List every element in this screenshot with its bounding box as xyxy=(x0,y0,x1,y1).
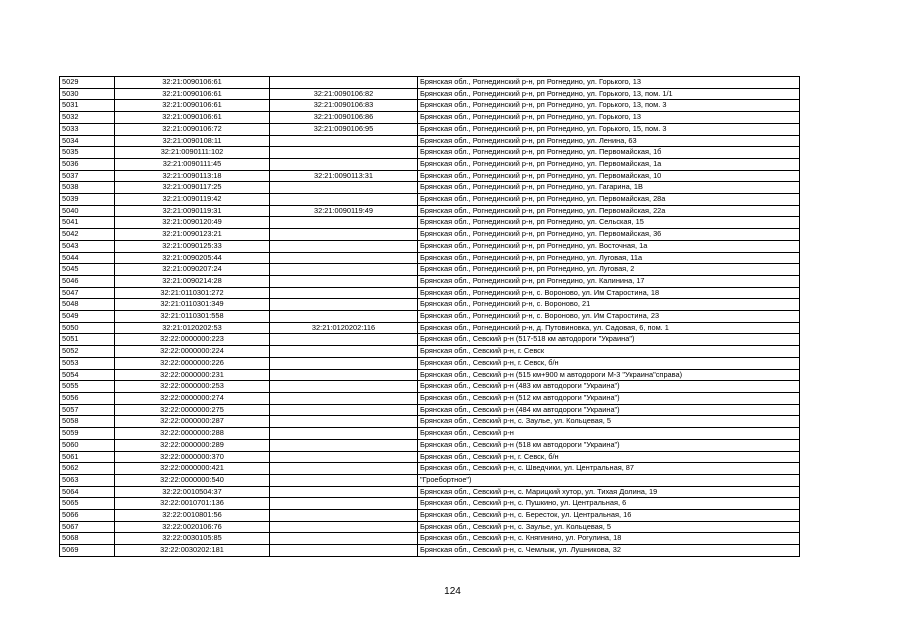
cadastral-number-cell: 32:21:0090111:45 xyxy=(115,158,270,170)
cadastral-number-cell: 32:21:0090120:49 xyxy=(115,217,270,229)
row-number-cell: 5045 xyxy=(60,264,115,276)
related-cadastral-number-cell xyxy=(270,311,418,323)
table-row xyxy=(60,287,800,299)
address-cell: Брянская обл., Севский р-н, с. Пушкино, ул. Центральная, 6 xyxy=(418,498,800,510)
cadastral-number-cell: 32:22:0000000:275 xyxy=(115,404,270,416)
related-cadastral-number-cell xyxy=(270,275,418,287)
address-cell: Брянская обл., Рогнединский р-н, с. Вороново, ул. Им Старостина, 18 xyxy=(418,287,800,299)
address-cell: Брянская обл., Рогнединский р-н, рп Рогнедино, ул. Горького, 13 xyxy=(418,112,800,124)
related-cadastral-number-cell xyxy=(270,428,418,440)
table-row xyxy=(60,381,800,393)
address-cell: Брянская обл., Рогнединский р-н, рп Рогнедино, ул. Первомайская, 28а xyxy=(418,194,800,206)
related-cadastral-number-cell: 32:21:0120202:116 xyxy=(270,322,418,334)
cadastral-number-cell: 32:21:0090108:11 xyxy=(115,135,270,147)
row-number-cell: 5042 xyxy=(60,229,115,241)
cadastral-number-cell: 32:21:0090119:42 xyxy=(115,194,270,206)
row-number-cell: 5065 xyxy=(60,498,115,510)
cadastral-number-cell: 32:21:0090119:31 xyxy=(115,205,270,217)
cadastral-number-cell: 32:21:0090106:61 xyxy=(115,77,270,89)
address-cell: Брянская обл., Рогнединский р-н, с. Вороново, ул. Им Старостина, 23 xyxy=(418,311,800,323)
address-cell: Брянская обл., Севский р-н xyxy=(418,428,800,440)
cadastral-number-cell: 32:21:0090106:61 xyxy=(115,100,270,112)
address-cell: Брянская обл., Рогнединский р-н, рп Рогнедино, ул. Луговая, 2 xyxy=(418,264,800,276)
related-cadastral-number-cell xyxy=(270,264,418,276)
cadastral-number-cell: 32:22:0030202:181 xyxy=(115,545,270,557)
cadastral-number-cell: 32:22:0010701:136 xyxy=(115,498,270,510)
related-cadastral-number-cell xyxy=(270,463,418,475)
related-cadastral-number-cell: 32:21:0090106:95 xyxy=(270,123,418,135)
cadastral-number-cell: 32:22:0000000:224 xyxy=(115,346,270,358)
table-row xyxy=(60,275,800,287)
related-cadastral-number-cell: 32:21:0090119:49 xyxy=(270,205,418,217)
row-number-cell: 5052 xyxy=(60,346,115,358)
address-cell: Брянская обл., Севский р-н, с. Шведчики, ул. Центральная, 87 xyxy=(418,463,800,475)
related-cadastral-number-cell xyxy=(270,135,418,147)
address-cell: Брянская обл., Севский р-н (518 км автодороги "Украина") xyxy=(418,439,800,451)
table-row xyxy=(60,147,800,159)
related-cadastral-number-cell xyxy=(270,521,418,533)
cadastral-number-cell: 32:21:0110301:272 xyxy=(115,287,270,299)
related-cadastral-number-cell xyxy=(270,510,418,522)
row-number-cell: 5053 xyxy=(60,357,115,369)
cadastral-number-cell: 32:21:0090106:72 xyxy=(115,123,270,135)
cadastral-number-cell: 32:22:0030105:85 xyxy=(115,533,270,545)
related-cadastral-number-cell xyxy=(270,451,418,463)
row-number-cell: 5050 xyxy=(60,322,115,334)
related-cadastral-number-cell xyxy=(270,381,418,393)
cadastral-number-cell: 32:21:0110301:349 xyxy=(115,299,270,311)
address-cell: "Гроебортное") xyxy=(418,474,800,486)
page-number: 124 xyxy=(444,586,461,597)
cadastral-number-cell: 32:22:0000000:540 xyxy=(115,474,270,486)
row-number-cell: 5060 xyxy=(60,439,115,451)
cadastral-number-cell: 32:22:0000000:223 xyxy=(115,334,270,346)
cadastral-number-cell: 32:22:0000000:421 xyxy=(115,463,270,475)
row-number-cell: 5057 xyxy=(60,404,115,416)
related-cadastral-number-cell xyxy=(270,334,418,346)
row-number-cell: 5056 xyxy=(60,392,115,404)
address-cell: Брянская обл., Севский р-н (483 км автодороги "Украина") xyxy=(418,381,800,393)
row-number-cell: 5041 xyxy=(60,217,115,229)
related-cadastral-number-cell: 32:21:0090106:83 xyxy=(270,100,418,112)
table-row xyxy=(60,240,800,252)
related-cadastral-number-cell: 32:21:0090113:31 xyxy=(270,170,418,182)
table-row xyxy=(60,498,800,510)
table-row xyxy=(60,322,800,334)
row-number-cell: 5047 xyxy=(60,287,115,299)
address-cell: Брянская обл., Рогнединский р-н, рп Рогнедино, ул. Луговая, 11а xyxy=(418,252,800,264)
cadastral-number-cell: 32:22:0010504:37 xyxy=(115,486,270,498)
row-number-cell: 5059 xyxy=(60,428,115,440)
row-number-cell: 5032 xyxy=(60,112,115,124)
address-cell: Брянская обл., Рогнединский р-н, рп Рогнедино, ул. Восточная, 1а xyxy=(418,240,800,252)
related-cadastral-number-cell xyxy=(270,533,418,545)
row-number-cell: 5066 xyxy=(60,510,115,522)
address-cell: Брянская обл., Севский р-н, с. Марицкий хутор, ул. Тихая Долина, 19 xyxy=(418,486,800,498)
address-cell: Брянская обл., Севский р-н, г. Севск, б/н xyxy=(418,451,800,463)
table-row xyxy=(60,135,800,147)
address-cell: Брянская обл., Рогнединский р-н, рп Рогнедино, ул. Ленина, 63 xyxy=(418,135,800,147)
table-row xyxy=(60,369,800,381)
row-number-cell: 5037 xyxy=(60,170,115,182)
table-row xyxy=(60,486,800,498)
related-cadastral-number-cell xyxy=(270,486,418,498)
cadastral-number-cell: 32:21:0090207:24 xyxy=(115,264,270,276)
row-number-cell: 5043 xyxy=(60,240,115,252)
table-row xyxy=(60,205,800,217)
related-cadastral-number-cell xyxy=(270,299,418,311)
related-cadastral-number-cell xyxy=(270,346,418,358)
cadastral-number-cell: 32:22:0000000:287 xyxy=(115,416,270,428)
cadastral-number-cell: 32:21:0090113:18 xyxy=(115,170,270,182)
address-cell: Брянская обл., Рогнединский р-н, рп Рогнедино, ул. Первомайская, 1а xyxy=(418,158,800,170)
row-number-cell: 5046 xyxy=(60,275,115,287)
address-cell: Брянская обл., Севский р-н, с. Заулье, ул. Кольцевая, 5 xyxy=(418,416,800,428)
cadastral-number-cell: 32:21:0090125:33 xyxy=(115,240,270,252)
row-number-cell: 5058 xyxy=(60,416,115,428)
table-row xyxy=(60,521,800,533)
table-row xyxy=(60,229,800,241)
row-number-cell: 5044 xyxy=(60,252,115,264)
table-row xyxy=(60,357,800,369)
property-table-body xyxy=(60,77,800,557)
table-row xyxy=(60,428,800,440)
table-row xyxy=(60,123,800,135)
row-number-cell: 5051 xyxy=(60,334,115,346)
related-cadastral-number-cell xyxy=(270,545,418,557)
address-cell: Брянская обл., Рогнединский р-н, с. Вороново, 21 xyxy=(418,299,800,311)
row-number-cell: 5040 xyxy=(60,205,115,217)
table-row xyxy=(60,439,800,451)
table-row xyxy=(60,346,800,358)
table-row xyxy=(60,170,800,182)
row-number-cell: 5031 xyxy=(60,100,115,112)
row-number-cell: 5054 xyxy=(60,369,115,381)
related-cadastral-number-cell xyxy=(270,416,418,428)
table-row xyxy=(60,158,800,170)
related-cadastral-number-cell: 32:21:0090106:86 xyxy=(270,112,418,124)
address-cell: Брянская обл., Рогнединский р-н, рп Рогнедино, ул. Первомайская, 10 xyxy=(418,170,800,182)
cadastral-number-cell: 32:21:0090111:102 xyxy=(115,147,270,159)
table-row xyxy=(60,264,800,276)
address-cell: Брянская обл., Рогнединский р-н, рп Рогнедино, ул. Горького, 13 xyxy=(418,77,800,89)
table-row xyxy=(60,545,800,557)
row-number-cell: 5034 xyxy=(60,135,115,147)
table-row xyxy=(60,252,800,264)
address-cell: Брянская обл., Рогнединский р-н, рп Рогнедино, ул. Первомайская, 36 xyxy=(418,229,800,241)
cadastral-number-cell: 32:21:0110301:558 xyxy=(115,311,270,323)
row-number-cell: 5035 xyxy=(60,147,115,159)
address-cell: Брянская обл., Севский р-н (484 км автодороги "Украина") xyxy=(418,404,800,416)
row-number-cell: 5061 xyxy=(60,451,115,463)
address-cell: Брянская обл., Рогнединский р-н, рп Рогнедино, ул. Гагарина, 1В xyxy=(418,182,800,194)
table-row xyxy=(60,416,800,428)
table-row xyxy=(60,311,800,323)
table-row xyxy=(60,451,800,463)
row-number-cell: 5029 xyxy=(60,77,115,89)
row-number-cell: 5048 xyxy=(60,299,115,311)
address-cell: Брянская обл., Рогнединский р-н, рп Рогнедино, ул. Горького, 13, пом. 1/1 xyxy=(418,88,800,100)
table-row xyxy=(60,194,800,206)
cadastral-number-cell: 32:21:0120202:53 xyxy=(115,322,270,334)
address-cell: Брянская обл., Севский р-н, г. Севск, б/н xyxy=(418,357,800,369)
row-number-cell: 5055 xyxy=(60,381,115,393)
table-row xyxy=(60,510,800,522)
row-number-cell: 5064 xyxy=(60,486,115,498)
related-cadastral-number-cell xyxy=(270,229,418,241)
address-cell: Брянская обл., Рогнединский р-н, рп Рогнедино, ул. Горького, 13, пом. 3 xyxy=(418,100,800,112)
related-cadastral-number-cell xyxy=(270,240,418,252)
address-cell: Брянская обл., Севский р-н (515 км+900 м автодороги М-3 "Украина"справа) xyxy=(418,369,800,381)
cadastral-number-cell: 32:22:0020106:76 xyxy=(115,521,270,533)
cadastral-number-cell: 32:21:0090117:25 xyxy=(115,182,270,194)
related-cadastral-number-cell xyxy=(270,287,418,299)
cadastral-number-cell: 32:21:0090106:61 xyxy=(115,112,270,124)
table-row xyxy=(60,533,800,545)
cadastral-number-cell: 32:21:0090123:21 xyxy=(115,229,270,241)
row-number-cell: 5036 xyxy=(60,158,115,170)
table-row xyxy=(60,392,800,404)
address-cell: Брянская обл., Рогнединский р-н, рп Рогнедино, ул. Сельская, 15 xyxy=(418,217,800,229)
related-cadastral-number-cell xyxy=(270,439,418,451)
related-cadastral-number-cell: 32:21:0090106:82 xyxy=(270,88,418,100)
related-cadastral-number-cell xyxy=(270,217,418,229)
table-row xyxy=(60,182,800,194)
cadastral-number-cell: 32:22:0000000:231 xyxy=(115,369,270,381)
row-number-cell: 5039 xyxy=(60,194,115,206)
row-number-cell: 5038 xyxy=(60,182,115,194)
address-cell: Брянская обл., Рогнединский р-н, рп Рогнедино, ул. Горького, 15, пом. 3 xyxy=(418,123,800,135)
row-number-cell: 5068 xyxy=(60,533,115,545)
row-number-cell: 5067 xyxy=(60,521,115,533)
row-number-cell: 5049 xyxy=(60,311,115,323)
table-row xyxy=(60,88,800,100)
table-row xyxy=(60,77,800,89)
related-cadastral-number-cell xyxy=(270,158,418,170)
address-cell: Брянская обл., Севский р-н, с. Княгинино, ул. Рогулина, 18 xyxy=(418,533,800,545)
address-cell: Брянская обл., Рогнединский р-н, рп Рогнедино, ул. Калинина, 17 xyxy=(418,275,800,287)
related-cadastral-number-cell xyxy=(270,252,418,264)
related-cadastral-number-cell xyxy=(270,369,418,381)
cadastral-number-cell: 32:22:0000000:370 xyxy=(115,451,270,463)
related-cadastral-number-cell xyxy=(270,404,418,416)
address-cell: Брянская обл., Севский р-н (512 км автодороги "Украина") xyxy=(418,392,800,404)
table-row xyxy=(60,112,800,124)
address-cell: Брянская обл., Севский р-н, с. Бересток, ул. Центральная, 16 xyxy=(418,510,800,522)
related-cadastral-number-cell xyxy=(270,357,418,369)
cadastral-number-cell: 32:21:0090205:44 xyxy=(115,252,270,264)
cadastral-number-cell: 32:22:0000000:226 xyxy=(115,357,270,369)
cadastral-number-cell: 32:21:0090106:61 xyxy=(115,88,270,100)
table-row xyxy=(60,217,800,229)
table-row xyxy=(60,299,800,311)
address-cell: Брянская обл., Рогнединский р-н, рп Рогнедино, ул. Первомайская, 22а xyxy=(418,205,800,217)
table-row xyxy=(60,334,800,346)
row-number-cell: 5033 xyxy=(60,123,115,135)
address-cell: Брянская обл., Севский р-н, с. Чемлыж, ул. Лушникова, 32 xyxy=(418,545,800,557)
table-row xyxy=(60,404,800,416)
address-cell: Брянская обл., Севский р-н, с. Заулье, ул. Кольцевая, 5 xyxy=(418,521,800,533)
row-number-cell: 5030 xyxy=(60,88,115,100)
related-cadastral-number-cell xyxy=(270,77,418,89)
cadastral-number-cell: 32:22:0000000:253 xyxy=(115,381,270,393)
cadastral-number-cell: 32:22:0000000:288 xyxy=(115,428,270,440)
address-cell: Брянская обл., Севский р-н, г. Севск xyxy=(418,346,800,358)
row-number-cell: 5062 xyxy=(60,463,115,475)
address-cell: Брянская обл., Севский р-н (517-518 км автодороги "Украина") xyxy=(418,334,800,346)
cadastral-number-cell: 32:21:0090214:28 xyxy=(115,275,270,287)
related-cadastral-number-cell xyxy=(270,474,418,486)
table-row xyxy=(60,463,800,475)
related-cadastral-number-cell xyxy=(270,392,418,404)
cadastral-number-cell: 32:22:0010801:56 xyxy=(115,510,270,522)
table-row xyxy=(60,474,800,486)
related-cadastral-number-cell xyxy=(270,147,418,159)
related-cadastral-number-cell xyxy=(270,498,418,510)
cadastral-number-cell: 32:22:0000000:289 xyxy=(115,439,270,451)
related-cadastral-number-cell xyxy=(270,182,418,194)
cadastral-number-cell: 32:22:0000000:274 xyxy=(115,392,270,404)
related-cadastral-number-cell xyxy=(270,194,418,206)
address-cell: Брянская обл., Рогнединский р-н, рп Рогнедино, ул. Первомайская, 1б xyxy=(418,147,800,159)
table-row xyxy=(60,100,800,112)
row-number-cell: 5063 xyxy=(60,474,115,486)
row-number-cell: 5069 xyxy=(60,545,115,557)
property-table xyxy=(59,76,800,557)
address-cell: Брянская обл., Рогнединский р-н, д. Путовиновка, ул. Садовая, 6, пом. 1 xyxy=(418,322,800,334)
